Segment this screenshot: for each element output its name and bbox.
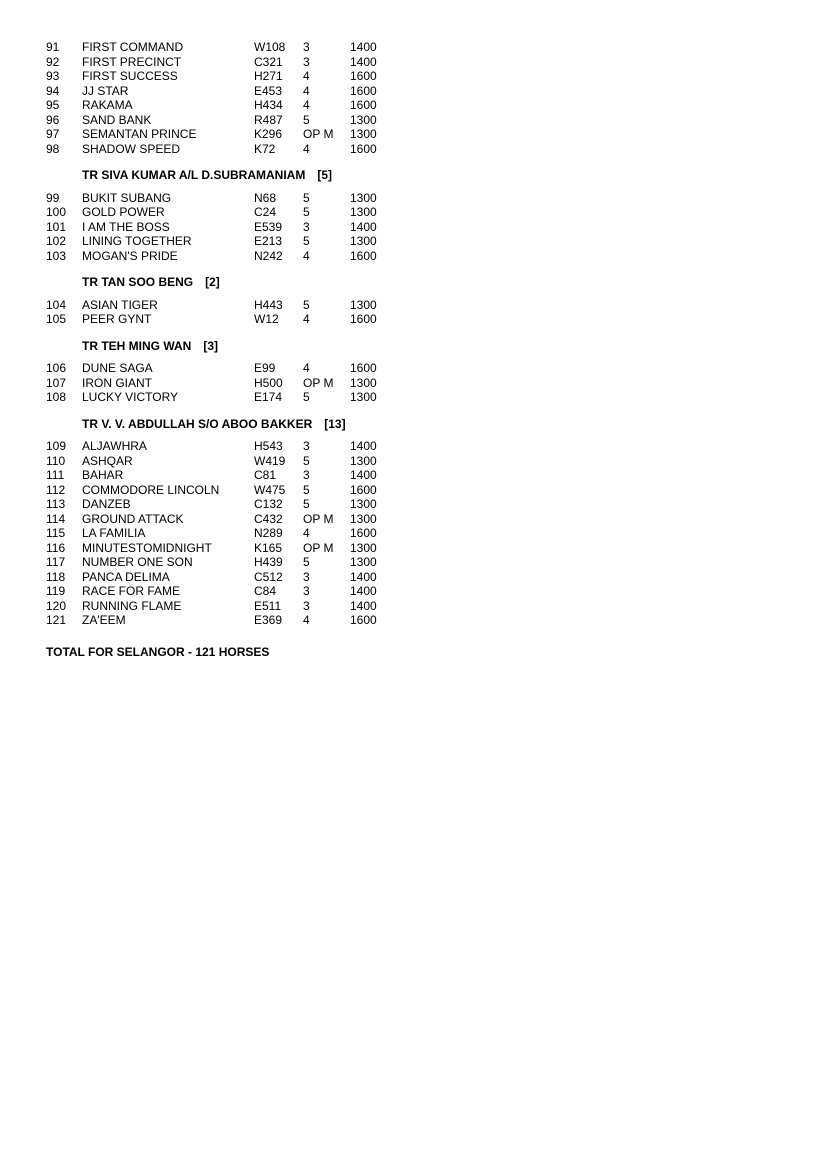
horse-number: 111 xyxy=(46,468,65,482)
horse-name: JJ STAR xyxy=(82,83,129,98)
horse-row xyxy=(46,69,446,84)
trainer-groups xyxy=(46,40,446,628)
horse-name: PEER GYNT xyxy=(82,312,152,326)
trainer-name: TR V. V. ABDULLAH S/O ABOO BAKKER xyxy=(82,416,313,431)
horse-name: ZA'EEM xyxy=(82,613,126,627)
horse-name: MINUTESTOMIDNIGHT xyxy=(82,540,212,555)
horse-row xyxy=(46,191,446,206)
horse-code: H443 xyxy=(254,297,283,312)
horse-distance: 1400 xyxy=(350,468,377,482)
horse-age: 5 xyxy=(303,555,310,569)
horse-distance: 1600 xyxy=(350,482,377,497)
horse-number: 105 xyxy=(46,312,67,326)
horse-name: GOLD POWER xyxy=(82,205,165,219)
horse-code: W475 xyxy=(254,482,286,497)
horse-name: LINING TOGETHER xyxy=(82,234,192,248)
horse-number: 94 xyxy=(46,83,60,98)
horse-name: BAHAR xyxy=(82,468,124,482)
horse-row xyxy=(46,541,446,556)
horse-code: K72 xyxy=(254,141,276,156)
horse-distance: 1400 xyxy=(350,439,377,453)
horse-number: 119 xyxy=(46,584,66,598)
horse-row xyxy=(46,454,446,469)
trainer-horse-count: [2] xyxy=(205,275,220,289)
horse-number: 115 xyxy=(46,526,66,540)
horse-distance: 1600 xyxy=(350,312,377,326)
horse-row xyxy=(46,512,446,527)
horse-number: 99 xyxy=(46,190,60,205)
trainer-name: TR TEH MING WAN xyxy=(82,338,192,353)
horse-code: K296 xyxy=(254,127,283,141)
horse-code: W419 xyxy=(254,453,286,468)
horse-name: NUMBER ONE SON xyxy=(82,555,193,569)
horse-row xyxy=(46,127,446,142)
horse-age: 4 xyxy=(303,312,310,326)
horse-distance: 1600 xyxy=(350,141,377,156)
horse-row xyxy=(46,361,446,376)
horse-code: K165 xyxy=(254,540,283,555)
horse-age: 4 xyxy=(303,526,310,540)
horse-age: 5 xyxy=(303,234,310,248)
horse-number: 109 xyxy=(46,439,67,453)
horse-number: 112 xyxy=(46,482,66,497)
horse-distance: 1400 xyxy=(350,219,377,234)
trainer-horse-count: [3] xyxy=(203,338,218,353)
horse-number: 98 xyxy=(46,141,60,156)
horse-name: FIRST SUCCESS xyxy=(82,69,178,83)
horse-code: C132 xyxy=(254,497,283,511)
horse-code: H271 xyxy=(254,69,283,83)
horse-age: 3 xyxy=(303,439,310,453)
horse-code: E174 xyxy=(254,390,283,404)
horse-row xyxy=(46,142,446,157)
horse-distance: 1300 xyxy=(350,390,377,404)
horse-row xyxy=(46,98,446,113)
horse-distance: 1300 xyxy=(350,540,377,555)
horse-distance: 1600 xyxy=(350,248,377,263)
horse-code: C24 xyxy=(254,205,277,219)
trainer-group xyxy=(46,40,446,156)
horse-code: H500 xyxy=(254,375,283,390)
horse-row xyxy=(46,497,446,512)
horse-name: LUCKY VICTORY xyxy=(82,390,179,404)
horse-code: C512 xyxy=(254,569,283,584)
horse-name: BUKIT SUBANG xyxy=(82,190,172,205)
horse-code: W108 xyxy=(254,40,286,54)
horse-age: 3 xyxy=(303,219,310,234)
horse-age: 3 xyxy=(303,40,310,54)
horse-distance: 1600 xyxy=(350,98,377,112)
horse-distance: 1600 xyxy=(350,613,377,627)
horse-row xyxy=(46,613,446,628)
horse-age: 4 xyxy=(303,98,310,112)
horse-name: LA FAMILIA xyxy=(82,526,146,540)
horse-name: SAND BANK xyxy=(82,112,152,127)
horse-number: 114 xyxy=(46,511,66,526)
trainer-heading xyxy=(46,339,446,354)
horse-age: 5 xyxy=(303,190,310,205)
horse-row xyxy=(46,84,446,99)
horse-row xyxy=(46,312,446,327)
horse-distance: 1300 xyxy=(350,375,377,390)
trainer-heading xyxy=(46,275,446,290)
horse-code: N68 xyxy=(254,190,277,205)
horse-code: N242 xyxy=(254,248,283,263)
horse-code: H439 xyxy=(254,555,283,569)
horse-age: 3 xyxy=(303,468,310,482)
horse-list-document xyxy=(46,40,446,659)
trainer-horse-count: [5] xyxy=(317,168,332,182)
horse-age: 3 xyxy=(303,569,310,584)
horse-row xyxy=(46,584,446,599)
horse-name: COMMODORE LINCOLN xyxy=(82,482,220,497)
horse-row xyxy=(46,468,446,483)
horse-name: MOGAN'S PRIDE xyxy=(82,248,178,263)
trainer-group xyxy=(46,339,446,405)
trainer-name: TR TAN SOO BENG xyxy=(82,275,194,289)
horse-distance: 1300 xyxy=(350,555,377,569)
horse-distance: 1400 xyxy=(350,584,377,598)
horse-distance: 1300 xyxy=(350,190,377,205)
horse-name: GROUND ATTACK xyxy=(82,511,184,526)
horse-name: RUNNING FLAME xyxy=(82,598,182,613)
horse-code: E99 xyxy=(254,361,276,375)
horse-age: 4 xyxy=(303,248,310,263)
horse-row xyxy=(46,526,446,541)
horse-number: 100 xyxy=(46,205,67,219)
horse-age: 4 xyxy=(303,613,310,627)
horse-row xyxy=(46,390,446,405)
horse-distance: 1300 xyxy=(350,297,377,312)
horse-distance: 1300 xyxy=(350,453,377,468)
horse-row xyxy=(46,298,446,313)
horse-age: 5 xyxy=(303,297,310,312)
horse-age: 5 xyxy=(303,390,310,404)
horse-name: DUNE SAGA xyxy=(82,361,153,375)
horse-distance: 1400 xyxy=(350,54,377,69)
horse-code: N289 xyxy=(254,526,283,540)
horse-number: 102 xyxy=(46,234,67,248)
horse-row xyxy=(46,205,446,220)
horse-row xyxy=(46,376,446,391)
horse-row xyxy=(46,439,446,454)
horse-number: 120 xyxy=(46,598,67,613)
trainer-heading xyxy=(46,417,446,432)
horse-name: DANZEB xyxy=(82,497,131,511)
horse-row xyxy=(46,483,446,498)
trainer-group xyxy=(46,417,446,628)
trainer-horse-count: [13] xyxy=(324,416,346,431)
horse-distance: 1400 xyxy=(350,598,377,613)
horse-row xyxy=(46,570,446,585)
horse-age: 4 xyxy=(303,141,310,156)
horse-name: I AM THE BOSS xyxy=(82,219,170,234)
horse-code: H543 xyxy=(254,439,283,453)
horse-age: 5 xyxy=(303,453,310,468)
horse-number: 107 xyxy=(46,375,67,390)
horse-number: 91 xyxy=(46,40,60,54)
horse-number: 92 xyxy=(46,54,60,69)
horse-number: 93 xyxy=(46,69,60,83)
horse-name: SHADOW SPEED xyxy=(82,141,181,156)
horse-code: H434 xyxy=(254,98,283,112)
horse-age: 4 xyxy=(303,69,310,83)
horse-age: OP M xyxy=(303,540,334,555)
total-line: TOTAL FOR SELANGOR - 121 HORSES xyxy=(46,644,270,659)
horse-row xyxy=(46,40,446,55)
horse-name: FIRST COMMAND xyxy=(82,40,184,54)
horse-code: C81 xyxy=(254,468,277,482)
horse-distance: 1300 xyxy=(350,205,377,219)
horse-code: E453 xyxy=(254,83,283,98)
horse-row xyxy=(46,220,446,235)
horse-age: 3 xyxy=(303,54,310,69)
horse-code: E511 xyxy=(254,598,282,613)
horse-name: IRON GIANT xyxy=(82,375,153,390)
horse-number: 104 xyxy=(46,297,67,312)
horse-row xyxy=(46,249,446,264)
horse-distance: 1300 xyxy=(350,234,377,248)
horse-number: 96 xyxy=(46,112,60,127)
horse-age: 4 xyxy=(303,361,310,375)
horse-row xyxy=(46,113,446,128)
horse-row xyxy=(46,234,446,249)
horse-name: ALJAWHRA xyxy=(82,439,147,453)
horse-distance: 1300 xyxy=(350,112,377,127)
trainer-heading xyxy=(46,168,446,183)
horse-number: 110 xyxy=(46,453,66,468)
horse-age: OP M xyxy=(303,375,334,390)
horse-name: PANCA DELIMA xyxy=(82,569,170,584)
trainer-group xyxy=(46,275,446,327)
horse-age: 5 xyxy=(303,112,310,127)
horse-name: ASHQAR xyxy=(82,453,133,468)
horse-number: 101 xyxy=(46,219,67,234)
horse-number: 121 xyxy=(46,613,67,627)
horse-number: 108 xyxy=(46,390,67,404)
horse-age: 3 xyxy=(303,584,310,598)
horse-distance: 1400 xyxy=(350,40,377,54)
horse-age: 5 xyxy=(303,205,310,219)
horse-age: 3 xyxy=(303,598,310,613)
horse-name: RACE FOR FAME xyxy=(82,584,181,598)
trainer-group xyxy=(46,168,446,263)
trainer-name: TR SIVA KUMAR A/L D.SUBRAMANIAM xyxy=(82,168,306,182)
horse-code: C84 xyxy=(254,584,277,598)
horse-distance: 1300 xyxy=(350,127,377,141)
horse-age: OP M xyxy=(303,511,334,526)
horse-code: E213 xyxy=(254,234,283,248)
horse-distance: 1600 xyxy=(350,526,377,540)
horse-code: W12 xyxy=(254,312,279,326)
horse-distance: 1300 xyxy=(350,497,377,511)
horse-distance: 1300 xyxy=(350,511,377,526)
horse-code: R487 xyxy=(254,112,283,127)
horse-name: FIRST PRECINCT xyxy=(82,54,182,69)
horse-name: RAKAMA xyxy=(82,98,133,112)
horse-distance: 1600 xyxy=(350,83,377,98)
horse-age: OP M xyxy=(303,127,334,141)
horse-code: E369 xyxy=(254,613,283,627)
horse-distance: 1600 xyxy=(350,361,377,375)
horse-name: SEMANTAN PRINCE xyxy=(82,127,197,141)
horse-number: 95 xyxy=(46,98,60,112)
horse-number: 118 xyxy=(46,569,66,584)
horse-row xyxy=(46,555,446,570)
horse-number: 106 xyxy=(46,361,67,375)
horse-age: 5 xyxy=(303,497,310,511)
horse-number: 113 xyxy=(46,497,66,511)
horse-row xyxy=(46,599,446,614)
horse-number: 116 xyxy=(46,540,66,555)
horse-distance: 1600 xyxy=(350,69,377,83)
horse-name: ASIAN TIGER xyxy=(82,297,158,312)
horse-age: 4 xyxy=(303,83,310,98)
horse-code: E539 xyxy=(254,219,283,234)
horse-number: 97 xyxy=(46,127,60,141)
horse-row xyxy=(46,55,446,70)
horse-number: 117 xyxy=(46,555,66,569)
horse-distance: 1400 xyxy=(350,569,377,584)
horse-number: 103 xyxy=(46,248,67,263)
horse-age: 5 xyxy=(303,482,310,497)
horse-code: C432 xyxy=(254,511,283,526)
horse-code: C321 xyxy=(254,54,283,69)
